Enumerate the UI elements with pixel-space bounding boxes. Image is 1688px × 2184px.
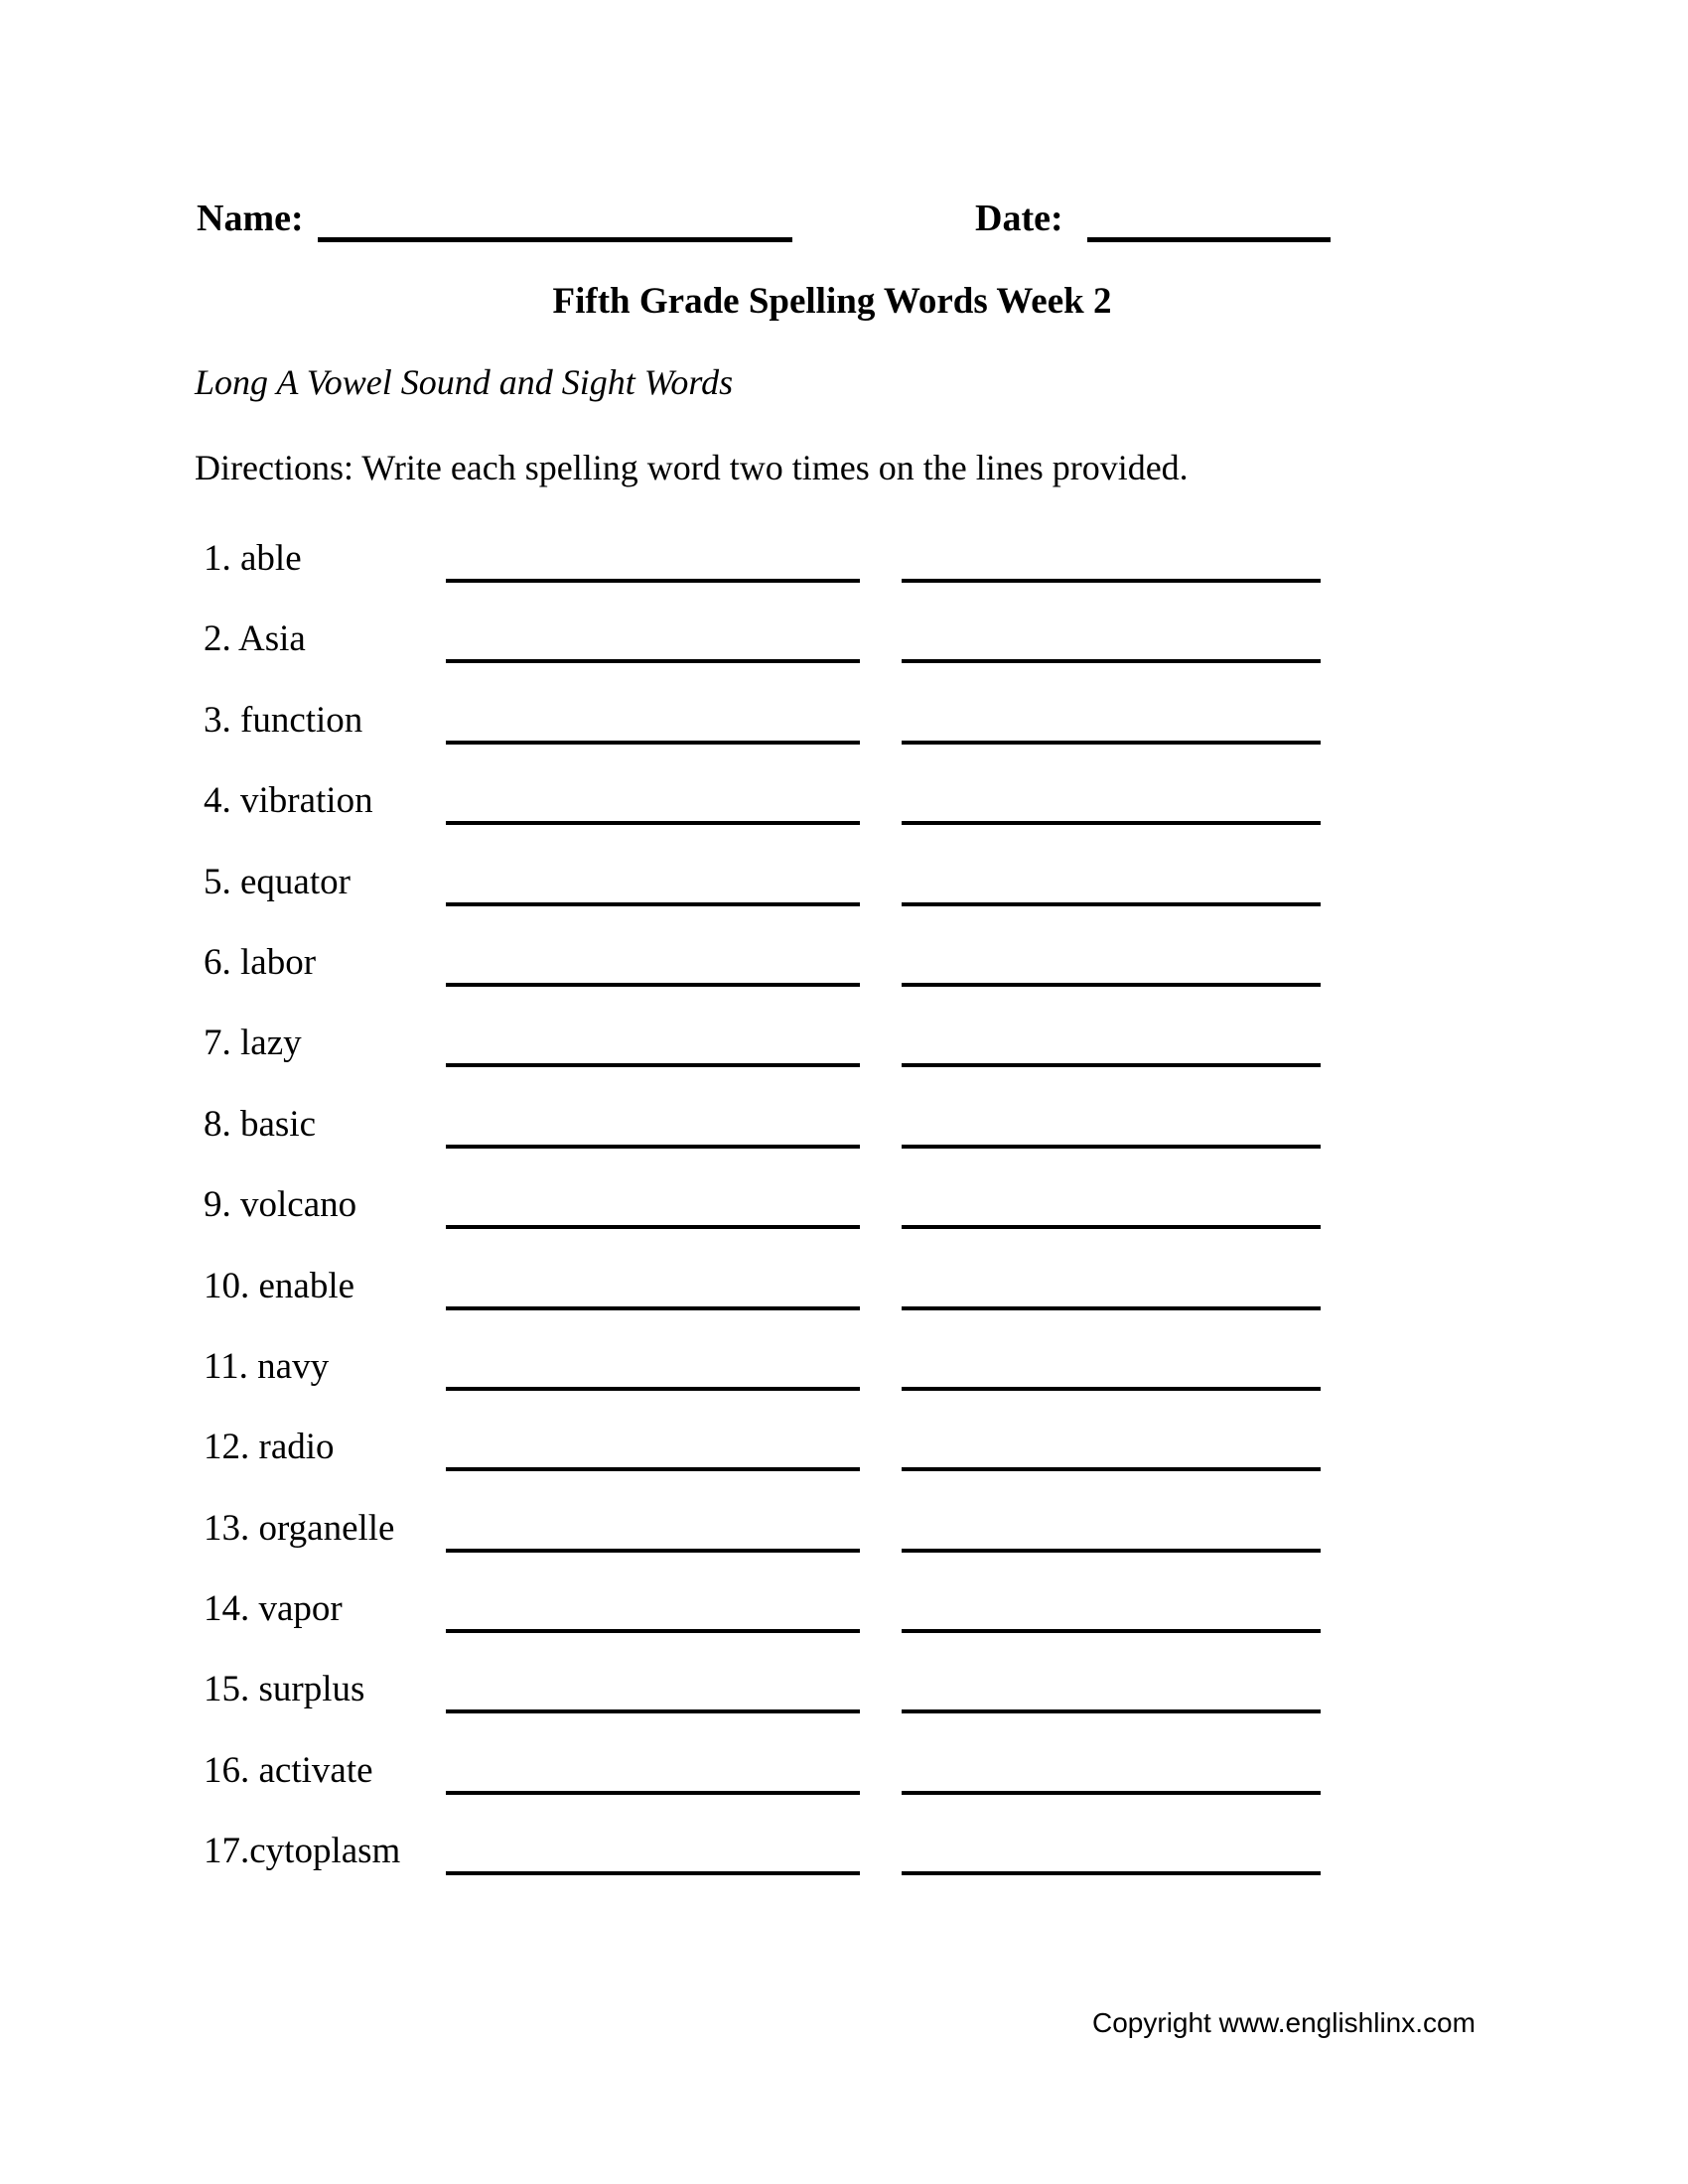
word-label [204, 1183, 356, 1227]
word-row-14 [0, 1587, 1688, 1668]
word-row-12 [0, 1426, 1688, 1506]
word-text: lazy [240, 1023, 302, 1064]
word-label [204, 1749, 373, 1793]
word-row-17 [0, 1830, 1688, 1910]
practice-line-2 [902, 1871, 1321, 1875]
practice-line-2 [902, 902, 1321, 906]
word-label [204, 1668, 364, 1711]
word-text: surplus [258, 1669, 365, 1710]
practice-line-2 [902, 983, 1321, 987]
name-blank-line [318, 237, 792, 242]
word-label [204, 617, 306, 661]
word-label [204, 537, 302, 581]
word-number: 5. [204, 861, 240, 902]
practice-line-1 [446, 579, 860, 583]
word-label [204, 1830, 400, 1873]
word-label [204, 1103, 316, 1147]
word-row-9 [0, 1183, 1688, 1264]
practice-line-1 [446, 1387, 860, 1391]
word-text: organelle [258, 1507, 395, 1549]
word-number: 6. [204, 941, 240, 983]
practice-line-2 [902, 1467, 1321, 1471]
word-text: vibration [240, 780, 373, 822]
word-text: navy [257, 1345, 330, 1387]
word-label [204, 699, 362, 743]
practice-line-2 [902, 1709, 1321, 1713]
directions-text: Directions: Write each spelling word two times on the lines provided. [195, 448, 1189, 487]
practice-line-2 [902, 741, 1321, 745]
word-label [204, 1022, 302, 1065]
word-number: 3. [204, 699, 240, 741]
word-text: activate [258, 1749, 373, 1791]
practice-line-1 [446, 1549, 860, 1553]
word-row-7 [0, 1022, 1688, 1102]
practice-line-2 [902, 1063, 1321, 1067]
word-number: 12. [204, 1427, 259, 1468]
practice-line-1 [446, 1871, 860, 1875]
practice-line-2 [902, 1306, 1321, 1310]
practice-line-1 [446, 902, 860, 906]
word-row-5 [0, 861, 1688, 941]
word-number: 11. [204, 1345, 258, 1387]
practice-line-1 [446, 741, 860, 745]
word-row-3 [0, 699, 1688, 779]
practice-line-1 [446, 983, 860, 987]
word-row-16 [0, 1749, 1688, 1830]
word-number: 9. [204, 1184, 240, 1226]
word-number: 8. [204, 1103, 240, 1145]
practice-line-2 [902, 1629, 1321, 1633]
word-label [204, 1507, 394, 1551]
worksheet-title: Fifth Grade Spelling Words Week 2 [552, 281, 1112, 322]
practice-line-2 [902, 821, 1321, 825]
practice-line-2 [902, 659, 1321, 663]
practice-line-1 [446, 1306, 860, 1310]
word-number: 7. [204, 1023, 240, 1064]
word-text: function [240, 699, 363, 741]
word-number: 10. [204, 1265, 259, 1306]
word-number: 1. [204, 538, 240, 579]
practice-line-2 [902, 579, 1321, 583]
word-label [204, 1265, 354, 1308]
word-row-11 [0, 1345, 1688, 1426]
word-text: able [240, 538, 302, 579]
word-label [204, 861, 351, 904]
practice-line-1 [446, 1791, 860, 1795]
practice-line-2 [902, 1225, 1321, 1229]
practice-line-2 [902, 1791, 1321, 1795]
word-label [204, 1345, 329, 1389]
word-text: vapor [258, 1588, 343, 1630]
practice-line-1 [446, 821, 860, 825]
practice-line-1 [446, 1225, 860, 1229]
spelling-word-list [0, 537, 1688, 1911]
practice-line-1 [446, 1145, 860, 1149]
word-row-2 [0, 617, 1688, 698]
practice-line-1 [446, 1709, 860, 1713]
word-text: cytoplasm [249, 1831, 401, 1872]
word-label [204, 1426, 335, 1469]
practice-line-2 [902, 1387, 1321, 1391]
name-label: Name: [197, 198, 304, 239]
word-number: 14. [204, 1588, 259, 1630]
practice-line-1 [446, 1629, 860, 1633]
practice-line-1 [446, 659, 860, 663]
practice-line-2 [902, 1145, 1321, 1149]
word-text: equator [240, 861, 351, 902]
word-row-1 [0, 537, 1688, 617]
word-number: 15. [204, 1669, 259, 1710]
word-text: enable [258, 1265, 355, 1306]
word-number: 13. [204, 1507, 259, 1549]
word-number: 2. [204, 618, 238, 660]
word-label [204, 1587, 343, 1631]
lesson-subtitle: Long A Vowel Sound and Sight Words [195, 362, 734, 402]
word-row-10 [0, 1265, 1688, 1345]
word-text: Asia [237, 618, 306, 660]
word-text: radio [258, 1427, 335, 1468]
word-label [204, 779, 373, 823]
word-number: 17. [204, 1831, 250, 1872]
word-row-4 [0, 779, 1688, 860]
word-text: basic [240, 1103, 317, 1145]
word-text: labor [240, 941, 317, 983]
practice-line-1 [446, 1063, 860, 1067]
word-number: 16. [204, 1749, 259, 1791]
word-row-6 [0, 941, 1688, 1022]
word-number: 4. [204, 780, 240, 822]
word-row-15 [0, 1668, 1688, 1748]
date-blank-line [1087, 237, 1331, 242]
practice-line-2 [902, 1549, 1321, 1553]
word-label [204, 941, 316, 985]
word-text: volcano [240, 1184, 357, 1226]
word-row-8 [0, 1103, 1688, 1183]
practice-line-1 [446, 1467, 860, 1471]
date-label: Date: [975, 198, 1063, 239]
word-row-13 [0, 1507, 1688, 1587]
copyright-text: Copyright www.englishlinx.com [1092, 2007, 1476, 2038]
